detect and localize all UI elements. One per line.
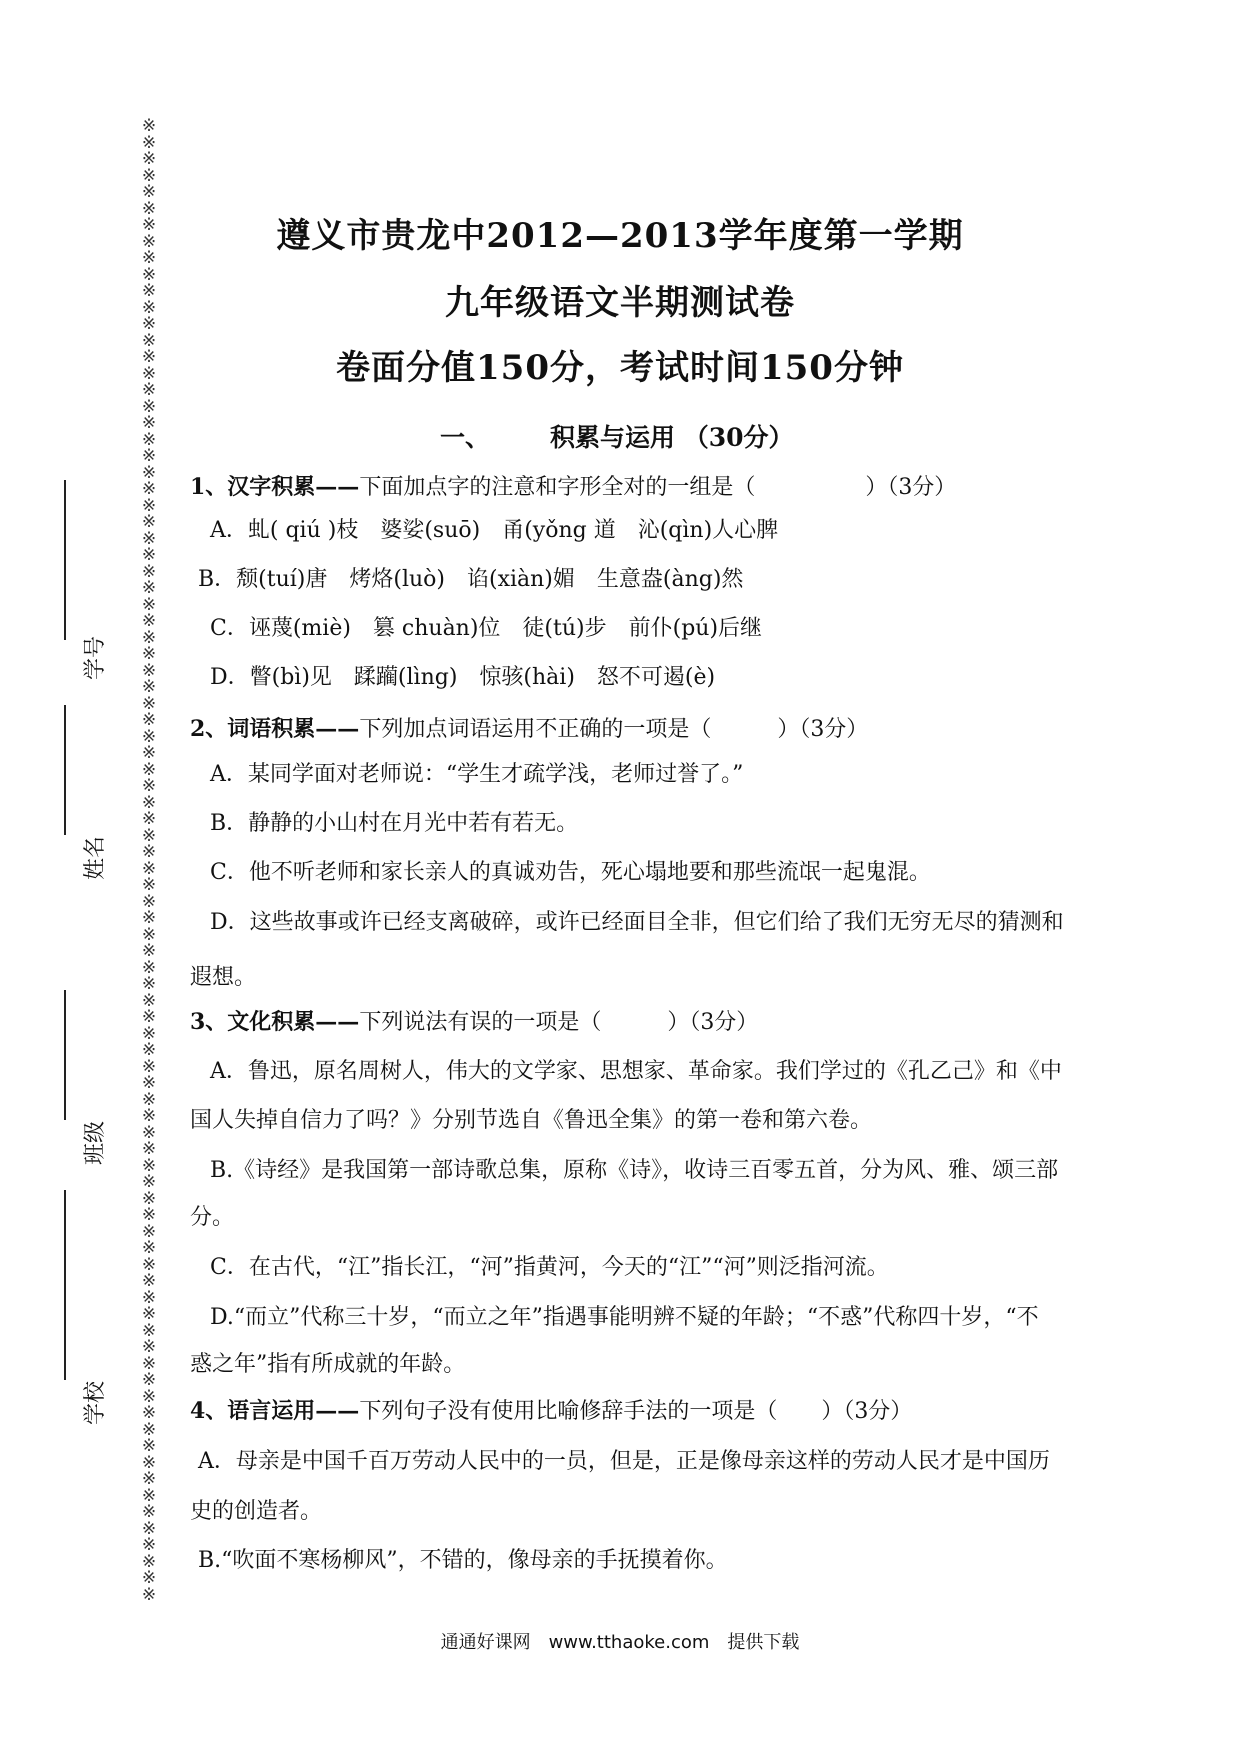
question-1 [190,470,956,501]
q4-option-a[interactable]: A．母亲是中国千百万劳动人民中的一员，但是，正是像母亲这样的劳动人民才是中国历 [198,1449,1050,1474]
section-heading [440,418,794,454]
q2-option-a[interactable]: A．某同学面对老师说：“学生才疏学浅，老师过誉了。” [210,762,744,787]
section-number: 一、 [440,423,491,452]
q1-option-c[interactable]: C．诬蔑(miè) 篡 chuàn)位 徒(tú)步 前仆(pú)后继 [210,616,763,641]
name-line [64,705,66,835]
exam-score-time: 卷面分值150分，考试时间150分钟 [336,348,904,388]
q3-option-a-continued: 国人失掉自信力了吗？》分别节选自《鲁迅全集》的第一卷和第六卷。 [190,1108,873,1133]
q3-option-d[interactable]: D.“而立”代称三十岁，“而立之年”指遇事能明辨不疑的年龄；“不惑”代称四十岁，“不 [210,1305,1039,1330]
question-3-head: 3、文化积累—— [190,1009,360,1035]
question-4 [190,1394,912,1425]
name-label: 姓名 [83,835,108,880]
school-label: 学校 [83,1380,108,1425]
binding-strip: ※ ※ ※ ※ ※ ※ ※ ※ ※ ※ ※ ※ ※ ※ ※ ※ ※ ※ ※ ※ ※ ※ ※ ※ ※ ※ ※ ※ ※ ※ ※ ※ ※ ※ ※ ※ ※ ※ ※ ※ ※ ※ ※ ※ ※ ※ ※ ※ ※ ※ ※ ※ ※ ※ ※ ※ ※ ※ ※ ※ ※ ※ ※ ※ ※ ※ ※ ※ ※ ※ ※ ※ ※ ※ ※ ※ ※ ※ ※ ※ ※ ※ ※ ※ ※ ※ ※ ※ ※ ※ [141,118,157,1605]
q4-option-a-continued: 史的创造者。 [190,1499,323,1524]
exam-subtitle: 九年级语文半期测试卷 [445,283,795,323]
footer-credit: 通通好课网 www.tthaoke.com 提供下载 [440,1632,800,1653]
q2-option-c[interactable]: C．他不听老师和家长亲人的真诚劝告，死心塌地要和那些流氓一起鬼混。 [210,860,931,885]
question-2 [190,712,868,743]
q3-option-c[interactable]: C．在古代，“江”指长江，“河”指黄河，今天的“江”“河”则泛指河流。 [210,1255,889,1280]
student-id-field[interactable] [40,480,108,680]
q3-option-d-continued: 惑之年”指有所成就的年龄。 [190,1352,466,1377]
exam-title: 遵义市贵龙中2012—2013学年度第一学期 [276,216,964,256]
q4-option-b[interactable]: B.“吹面不寒杨柳风”，不错的，像母亲的手抚摸着你。 [198,1548,728,1573]
question-2-stem: 下列加点词语运用不正确的一项是（ ）（3分） [359,717,869,742]
question-3 [190,1005,758,1036]
q3-option-b-continued: 分。 [190,1205,235,1230]
q1-option-a[interactable]: A．虬( qiú )枝 婆娑(suō) 甬(yǒng 道 沁(qìn)人心脾 [210,518,779,543]
school-line [64,1190,66,1380]
q2-option-d-continued: 遐想。 [190,965,257,990]
q3-option-b[interactable]: B.《诗经》是我国第一部诗歌总集，原称《诗》，收诗三百零五首，分为风、雅、颂三部 [210,1158,1059,1183]
section-title: 积累与运用 （30分） [550,423,794,452]
question-2-head: 2、词语积累—— [190,716,360,742]
q1-option-b[interactable]: B．颓(tuí)唐 烤烙(luò) 谄(xiàn)媚 生意盎(àng)然 [198,567,744,592]
class-field[interactable] [40,990,108,1165]
student-id-line [64,480,66,640]
q1-option-d[interactable]: D．瞥(bì)见 蹂躏(lìng) 惊骇(hài) 怒不可遏(è) [210,665,716,690]
question-3-stem: 下列说法有误的一项是（ ）（3分） [359,1010,759,1035]
class-line [64,990,66,1120]
question-1-head: 1、汉字积累—— [190,474,360,500]
school-field[interactable] [40,1190,108,1430]
question-1-stem: 下面加点字的注意和字形全对的一组是（ ）（3分） [359,475,957,500]
q2-option-d[interactable]: D．这些故事或许已经支离破碎，或许已经面目全非，但它们给了我们无穷无尽的猜测和 [210,910,1064,935]
q3-option-a[interactable]: A．鲁迅，原名周树人，伟大的文学家、思想家、革命家。我们学过的《孔乙己》和《中 [210,1059,1062,1084]
class-label: 班级 [83,1120,108,1165]
name-field[interactable] [40,705,108,880]
student-id-label: 学号 [83,635,108,680]
question-4-stem: 下列句子没有使用比喻修辞手法的一项是（ ）（3分） [359,1399,913,1424]
q2-option-b[interactable]: B．静静的小山村在月光中若有若无。 [210,811,579,836]
question-4-head: 4、语言运用—— [190,1398,360,1424]
